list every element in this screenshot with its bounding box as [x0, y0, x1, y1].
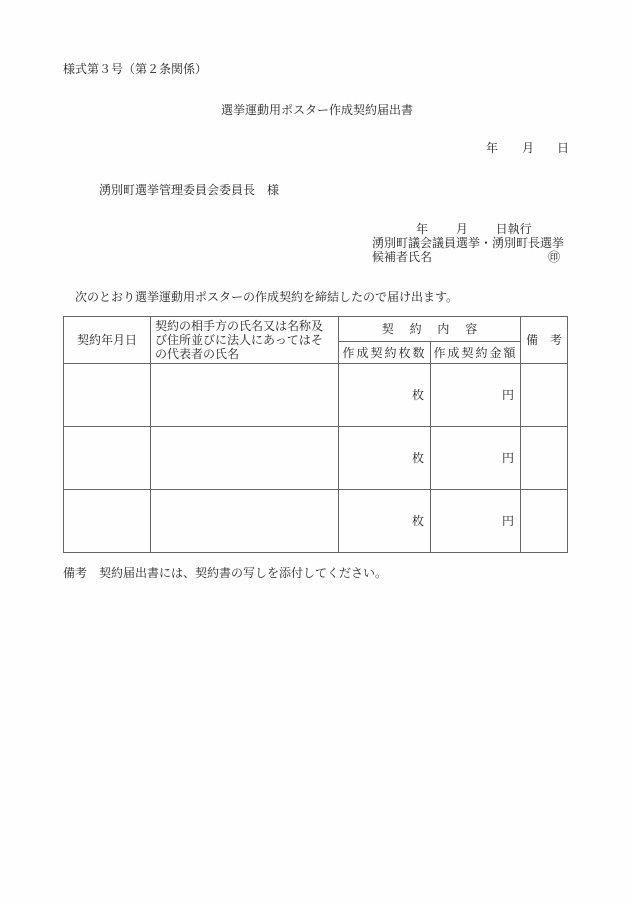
election-date: 年 月 日執行: [416, 222, 532, 236]
header-remarks: 備 考: [521, 317, 568, 364]
amount-cell[interactable]: 円: [431, 427, 521, 490]
remarks-cell[interactable]: [521, 490, 568, 553]
quantity-cell[interactable]: 枚: [339, 490, 431, 553]
form-number: 様式第３号（第２条関係）: [63, 62, 208, 76]
contract-table: [63, 316, 568, 553]
counterparty-cell[interactable]: [151, 427, 339, 490]
header-amount: 作成契約金額: [431, 342, 521, 364]
table-row: [64, 490, 568, 553]
contract-date-cell[interactable]: [64, 490, 151, 553]
counterparty-cell[interactable]: [151, 490, 339, 553]
date-month: 月: [522, 141, 535, 155]
election-name: 湧別町議会議員選挙・湧別町長選挙: [372, 236, 565, 250]
header-contract-date: 契約年月日: [64, 317, 151, 364]
quantity-cell[interactable]: 枚: [339, 364, 431, 427]
counterparty-cell[interactable]: [151, 364, 339, 427]
contract-date-cell[interactable]: [64, 427, 151, 490]
header-quantity: 作成契約枚数: [339, 342, 431, 364]
header-counterparty: 契約の相手方の氏名又は名称及び住所並びに法人にあってはその代表者の氏名: [151, 317, 339, 364]
header-contents: 契 約 内 容: [339, 317, 521, 342]
date-day: 日: [557, 141, 570, 155]
statement: 次のとおり選挙運動用ポスターの作成契約を締結したので届け出ます。: [75, 290, 459, 304]
quantity-cell[interactable]: 枚: [339, 427, 431, 490]
remarks-cell[interactable]: [521, 364, 568, 427]
remarks-cell[interactable]: [521, 427, 568, 490]
table-row: [64, 427, 568, 490]
contract-date-cell[interactable]: [64, 364, 151, 427]
document-title: 選挙運動用ポスター作成契約届出書: [221, 103, 414, 117]
table-row: [64, 364, 568, 427]
amount-cell[interactable]: 円: [431, 490, 521, 553]
amount-cell[interactable]: 円: [431, 364, 521, 427]
seal-mark-icon: ㊞: [548, 250, 561, 264]
addressee: 湧別町選挙管理委員会委員長 様: [99, 183, 280, 197]
date-year: 年: [486, 141, 499, 155]
footnote: 備考 契約届出書には、契約書の写しを添付してください。: [63, 566, 388, 580]
candidate-label: 候補者氏名: [372, 250, 433, 264]
